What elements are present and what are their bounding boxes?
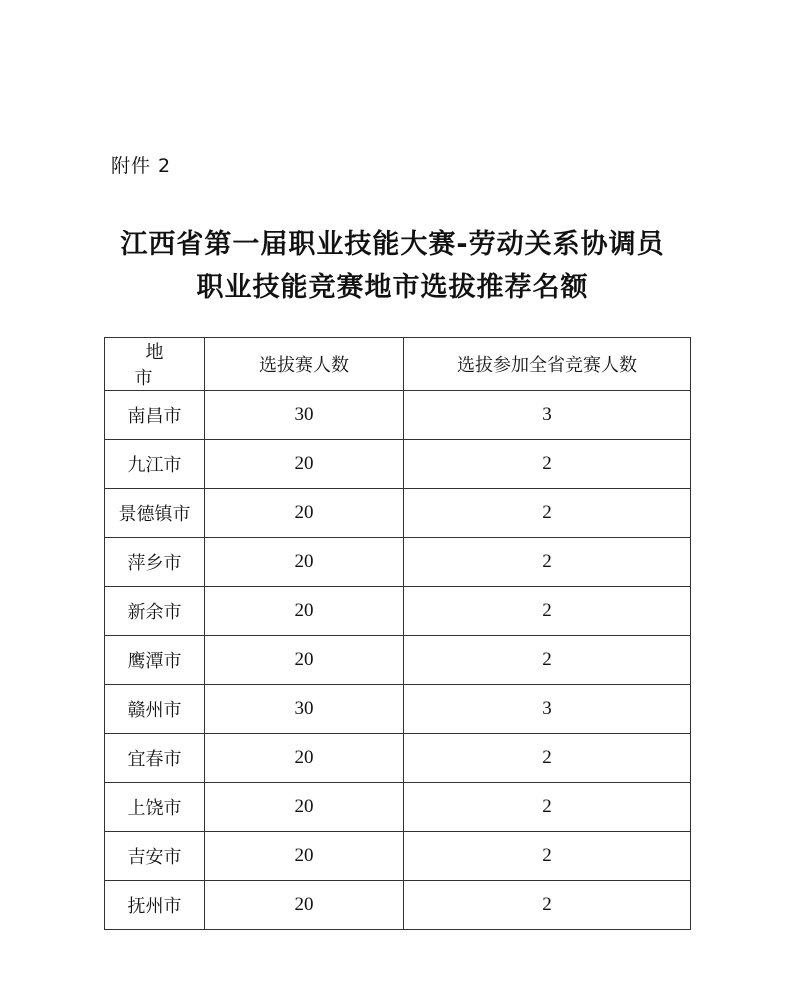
city-cell: 吉安市 [105, 832, 205, 881]
table-row [105, 489, 691, 538]
document-title-line-2: 职业技能竞赛地市选拔推荐名额 [196, 272, 589, 303]
selection-count-cell: 20 [205, 832, 404, 881]
selection-count-cell: 20 [205, 636, 404, 685]
city-cell: 新余市 [105, 587, 205, 636]
provincial-count-cell: 2 [404, 587, 691, 636]
header-city-label: 地市 [134, 342, 186, 389]
provincial-count-cell: 2 [404, 734, 691, 783]
selection-count-cell: 30 [205, 391, 404, 440]
quota-table [104, 337, 691, 930]
city-cell: 宜春市 [105, 734, 205, 783]
city-cell: 抚州市 [105, 881, 205, 930]
selection-count-cell: 30 [205, 685, 404, 734]
header-provincial-count: 选拔参加全省竞赛人数 [404, 338, 691, 391]
city-cell: 萍乡市 [105, 538, 205, 587]
table-row [105, 538, 691, 587]
selection-count-cell: 20 [205, 881, 404, 930]
table-header-row [105, 338, 691, 391]
header-selection-count: 选拔赛人数 [205, 338, 404, 391]
document-title-line-1: 江西省第一届职业技能大赛-劳动关系协调员 [120, 229, 665, 260]
provincial-count-cell: 2 [404, 881, 691, 930]
table-row [105, 636, 691, 685]
selection-count-cell: 20 [205, 489, 404, 538]
provincial-count-cell: 2 [404, 832, 691, 881]
city-cell: 南昌市 [105, 391, 205, 440]
city-cell: 九江市 [105, 440, 205, 489]
table-row [105, 734, 691, 783]
table-row [105, 783, 691, 832]
table-row [105, 391, 691, 440]
city-cell: 鹰潭市 [105, 636, 205, 685]
provincial-count-cell: 2 [404, 489, 691, 538]
selection-count-cell: 20 [205, 440, 404, 489]
selection-count-cell: 20 [205, 783, 404, 832]
table-row [105, 881, 691, 930]
provincial-count-cell: 2 [404, 538, 691, 587]
table-row [105, 440, 691, 489]
provincial-count-cell: 2 [404, 636, 691, 685]
provincial-count-cell: 2 [404, 783, 691, 832]
header-city [105, 338, 205, 391]
provincial-count-cell: 3 [404, 391, 691, 440]
provincial-count-cell: 2 [404, 440, 691, 489]
provincial-count-cell: 3 [404, 685, 691, 734]
table-row [105, 587, 691, 636]
attachment-label: 附件 2 [111, 155, 172, 177]
selection-count-cell: 20 [205, 734, 404, 783]
table-row [105, 685, 691, 734]
table-row [105, 832, 691, 881]
selection-count-cell: 20 [205, 538, 404, 587]
selection-count-cell: 20 [205, 587, 404, 636]
city-cell: 上饶市 [105, 783, 205, 832]
city-cell: 景德镇市 [105, 489, 205, 538]
city-cell: 赣州市 [105, 685, 205, 734]
